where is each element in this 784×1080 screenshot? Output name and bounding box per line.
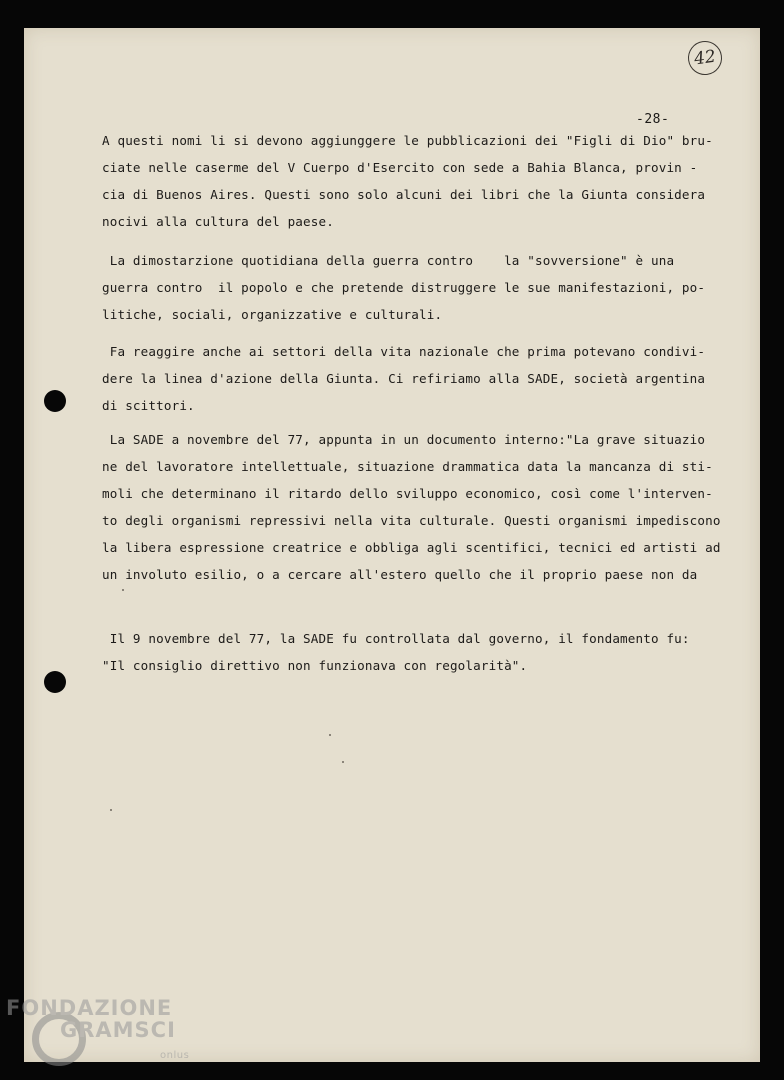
text-line: ciate nelle caserme del V Cuerpo d'Esercito con sede a Bahia Blanca, provin -: [102, 160, 698, 175]
folio-number: 42: [686, 39, 724, 77]
watermark-line1: FONDAZIONE: [6, 996, 173, 1020]
text-line: to degli organismi repressivi nella vita culturale. Questi organismi impediscono: [102, 513, 721, 528]
watermark-line2: GRAMSCI: [60, 1018, 176, 1042]
text-line: guerra contro il popolo e che pretende distruggere le sue manifestazioni, po-: [102, 280, 706, 295]
punch-hole: [44, 671, 66, 693]
text-line: Il 9 novembre del 77, la SADE fu controllata dal governo, il fondamento fu:: [102, 631, 690, 646]
ink-speck: [329, 734, 331, 736]
text-line: "Il consiglio direttivo non funzionava con regolarità".: [102, 658, 528, 673]
text-line: moli che determinano il ritardo dello sviluppo economico, così come l'interven-: [102, 486, 713, 501]
ink-speck: [122, 589, 124, 591]
watermark: [0, 994, 200, 1080]
watermark-line3: onlus: [160, 1050, 190, 1061]
text-line: un involuto esilio, o a cercare all'estero quello che il proprio paese non da: [102, 567, 698, 582]
text-line: ne del lavoratore intellettuale, situazione drammatica data la mancanza di sti-: [102, 459, 713, 474]
text-line: dere la linea d'azione della Giunta. Ci refiriamo alla SADE, società argentina: [102, 371, 706, 386]
text-line: di scittori.: [102, 398, 195, 413]
ink-speck: [342, 761, 344, 763]
text-line: nocivi alla cultura del paese.: [102, 214, 334, 229]
text-line: La dimostarzione quotidiana della guerra contro la "sovversione" è una: [102, 253, 675, 268]
text-line: A questi nomi li si devono aggiunggere le pubblicazioni dei "Figli di Dio" bru-: [102, 133, 713, 148]
text-line: litiche, sociali, organizzative e culturali.: [102, 307, 443, 322]
text-line: la libera espressione creatrice e obbliga agli scentifici, tecnici ed artisti ad: [102, 540, 721, 555]
page-number: -28-: [636, 112, 670, 127]
text-line: Fa reaggire anche ai settori della vita nazionale che prima potevano condivi-: [102, 344, 706, 359]
text-line: La SADE a novembre del 77, appunta in un documento interno:"La grave situazio: [102, 432, 706, 447]
document-page: [24, 28, 760, 1062]
punch-hole: [44, 390, 66, 412]
text-line: cia di Buenos Aires. Questi sono solo alcuni dei libri che la Giunta considera: [102, 187, 706, 202]
ink-speck: [110, 809, 112, 811]
